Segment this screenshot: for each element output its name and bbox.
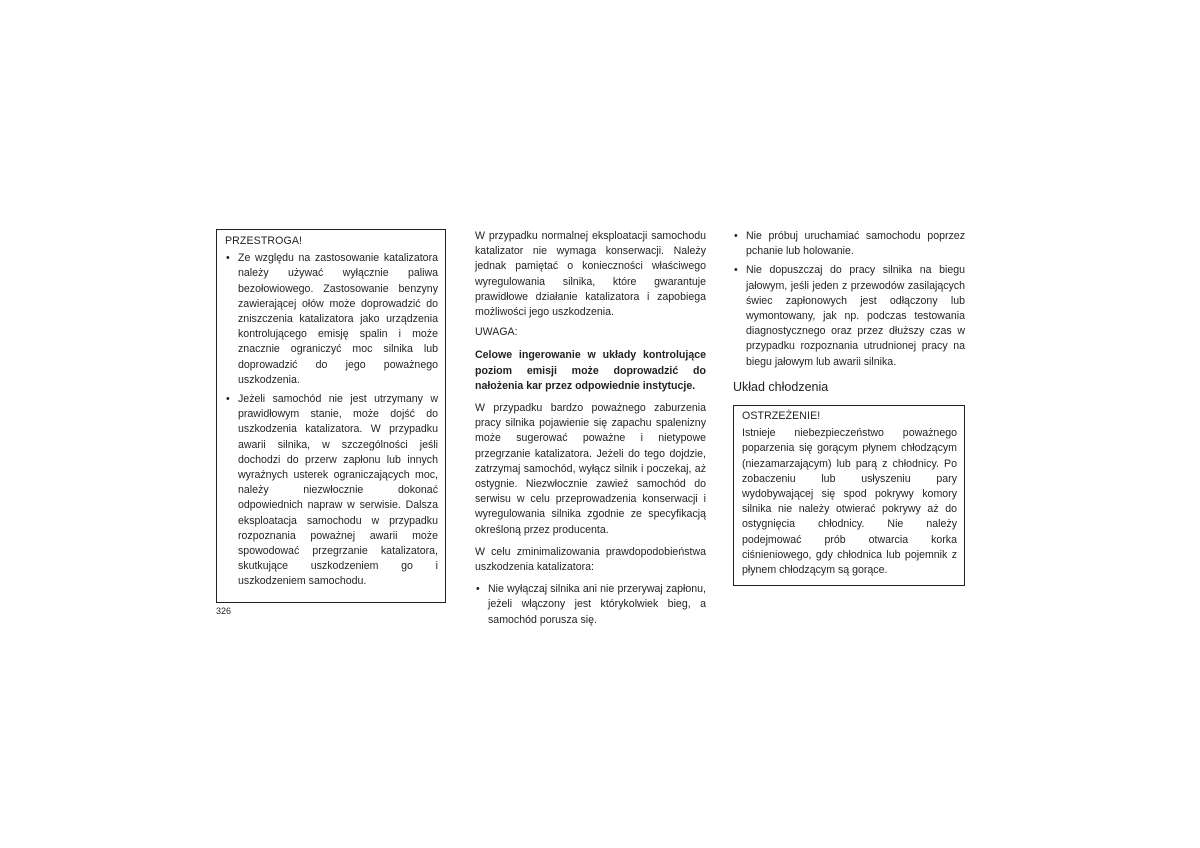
list-item: • Nie wyłączaj silnika ani nie przerywaj zapłonu, jeżeli włączony jest którykolwiek bieg, a samochód porusza się. <box>475 582 706 628</box>
warning-item: • Ze względu na zastosowanie katalizatora należy używać wyłącznie paliwa bezołowiowego. Zastosowanie benzyny zawierającej ołów może doprowadzić do zniszczenia katalizatora jako urządzenia kontrolującego emisję spalin i może znacznie ograniczyć moc silnika lub doprowadzić do jego poważnego uszkodzenia. <box>225 251 438 388</box>
paragraph: W przypadku normalnej eksploatacji samochodu katalizator nie wymaga konserwacji. Należy jednak pamiętać o konieczności właściwego wyregulowania silnika, które gwarantuje prawidłowe działanie katalizatora i zapobiega możliwości jego uszkodzenia. <box>475 230 706 319</box>
paragraph: W przypadku bardzo poważnego zaburzenia pracy silnika pojawienie się zapachu spalenizny może sugerować poważne i nietypowe przegrzanie katalizatora. Jeżeli do tego dojdzie, zatrzymaj samochód, wyłącz silnik i poczekaj, aż ostygnie. Niezwłocznie zawieź samochód do serwisu w celu przeprowadzenia konserwacji i wyregulowania silnika zgodnie ze specyfikacją określoną przez producenta. <box>475 402 706 536</box>
note-label: UWAGA: <box>475 326 518 339</box>
warning-box <box>216 229 446 603</box>
list-item: • Nie dopuszczaj do pracy silnika na biegu jałowym, jeśli jeden z przewodów zasilających świec zapłonowych jest odłączony lub wymontowany, jak np. podczas testowania diagnostycznego oraz przez dłuższy czas w przypadku rozpoznania utrudnionej pracy na biegu jałowym lub awarii silnika. <box>733 263 965 369</box>
paragraph: W celu zminimalizowania prawdopodobieństwa uszkodzenia katalizatora: <box>475 545 706 574</box>
note-text: Celowe ingerowanie w układy kontrolujące poziom emisji może doprowadzić do nałożenia kar przez odpowiednie instytucje. <box>475 349 706 392</box>
middle-column <box>475 229 706 632</box>
section-heading: Układ chłodzenia <box>733 379 829 394</box>
page-number: 326 <box>216 606 232 616</box>
tips-list <box>733 229 965 370</box>
warning-title: OSTRZEŻENIE! <box>742 410 821 423</box>
warning-item: • Jeżeli samochód nie jest utrzymany w prawidłowym stanie, może dojść do uszkodzenia katalizatora. W przypadku awarii silnika, w szczególności jeśli dochodzi do przerw zapłonu lub innych wyraźnych usterek ograniczających moc, należy niezwłocznie dokonać odpowiednich napraw w serwisie. Dalsza eksploatacja samochodu w przypadku rozpoznania poważnej awarii może spowodować przegrzanie katalizatora, skutkujące uszkodzeniem go i uszkodzeniem samochodu. <box>225 392 438 590</box>
warning-list <box>225 251 438 589</box>
tips-list <box>475 582 706 628</box>
warning-title: PRZESTROGA! <box>225 235 303 247</box>
right-column <box>733 229 965 586</box>
list-item: • Nie próbuj uruchamiać samochodu poprzez pchanie lub holowanie. <box>733 229 965 259</box>
warning-box <box>733 405 965 586</box>
warning-text: Istnieje niebezpieczeństwo poważnego poparzenia się gorącym płynem chłodzącym (niezamarzającym) lub parą z chłodnicy. Po zobaczeniu lub usłyszeniu pary wydobywającej się spod pokrywy komory silnika nie należy otwierać pokrywy aż do ostygnięcia chłodnicy. Nie należy podejmować prób otwarcia korka ciśnieniowego, gdy chłodnica lub pojemnik z płynem chłodzącym są gorące. <box>742 427 957 577</box>
